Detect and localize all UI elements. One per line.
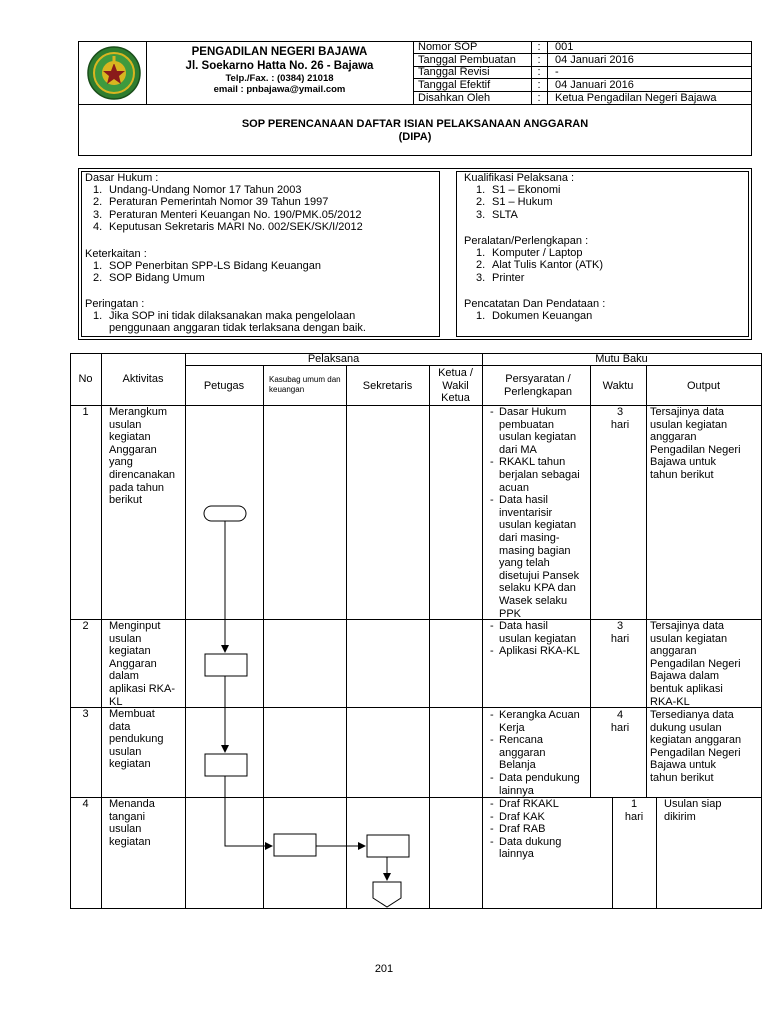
requirements-list: - Data hasil usulan kegiatan - Aplikasi RKA-KL bbox=[490, 620, 580, 658]
list-item: 1. Komputer / Laptop bbox=[476, 247, 583, 259]
duration-text: 3 hari bbox=[610, 406, 630, 431]
activity-text: Merangkum usulan kegiatan Anggaran yang direncanakan pada tahun berikut bbox=[109, 406, 176, 507]
duration-text: 4 hari bbox=[610, 709, 630, 734]
column-header-output: Output bbox=[686, 380, 721, 392]
row-number: 4 bbox=[82, 798, 89, 810]
list-item: 2. SOP Bidang Umum bbox=[93, 272, 205, 285]
meta-value-efektif: 04 Januari 2016 bbox=[555, 79, 634, 91]
org-name: PENGADILAN NEGERI BAJAWA bbox=[191, 46, 368, 58]
list-item: 3. Printer bbox=[476, 271, 525, 284]
list-item: 1. Dokumen Keuangan bbox=[476, 310, 593, 322]
output-text: Tersedianya data dukung usulan kegiatan anggaran Pengadilan Negeri Bajawa untuk tahun berikut bbox=[650, 709, 742, 784]
column-header-no: No bbox=[78, 373, 93, 385]
meta-value-disahkan: Ketua Pengadilan Negeri Bajawa bbox=[555, 92, 717, 104]
column-header-ketua: Ketua / Wakil Ketua bbox=[438, 367, 473, 405]
activity-text: Menanda tangani usulan kegiatan bbox=[109, 798, 155, 848]
list-item: 1. S1 – Ekonomi bbox=[476, 184, 561, 196]
duration-text: 1 hari bbox=[624, 798, 644, 823]
column-header-aktivitas: Aktivitas bbox=[122, 373, 164, 385]
column-header-sekretaris: Sekretaris bbox=[362, 380, 413, 392]
output-text: Usulan siap dikirim bbox=[664, 798, 722, 823]
list-item: 2. S1 – Hukum bbox=[476, 196, 553, 209]
page-number: 201 bbox=[374, 963, 394, 975]
meta-colon: : bbox=[537, 66, 541, 78]
org-address: Jl. Soekarno Hatta No. 26 - Bajawa bbox=[185, 60, 374, 72]
column-header-kasubag: Kasubag umum dan keuangan bbox=[269, 375, 341, 394]
column-header-waktu: Waktu bbox=[602, 380, 634, 392]
column-header-pelaksana: Pelaksana bbox=[307, 353, 360, 365]
row-number: 3 bbox=[82, 708, 89, 720]
meta-value-nomor: 001 bbox=[555, 41, 574, 53]
meta-label-efektif: Tanggal Efektif bbox=[418, 79, 491, 91]
keterkaitan-heading: Keterkaitan : bbox=[85, 248, 147, 260]
activity-text: Membuat data pendukung usulan kegiatan bbox=[109, 708, 164, 771]
list-item: penggunaan anggaran tidak terlaksana dengan baik. bbox=[109, 322, 366, 335]
meta-label-pembuatan: Tanggal Pembuatan bbox=[418, 54, 516, 66]
meta-colon: : bbox=[537, 92, 541, 104]
list-item: 4. Keputusan Sekretaris MARI No. 002/SEK/SK/I/2012 bbox=[93, 220, 363, 233]
output-text: Tersajinya data usulan kegiatan anggaran Pengadilan Negeri Bajawa untuk tahun berikut bbox=[650, 406, 741, 481]
meta-colon: : bbox=[537, 79, 541, 91]
start-terminator bbox=[204, 506, 246, 521]
meta-colon: : bbox=[537, 41, 541, 53]
process-box-data bbox=[205, 754, 247, 776]
requirements-list: - Dasar Hukum pembuatan usulan kegiatan dari MA - RKAKL tahun berjalan sebagai acuan - Data hasil inventarisir usulan kegiatan dari masing- masing bagian yang telah disetujui Pansek selaku KPA dan Wasek selaku PPK bbox=[490, 406, 580, 620]
list-item: 3. SLTA bbox=[476, 208, 518, 221]
offpage-connector bbox=[373, 882, 401, 907]
meta-label-disahkan: Disahkan Oleh bbox=[418, 92, 491, 104]
row-number: 2 bbox=[82, 620, 89, 632]
row-number: 1 bbox=[82, 406, 89, 418]
duration-text: 3 hari bbox=[610, 620, 630, 645]
output-text: Tersajinya data usulan kegiatan anggaran Pengadilan Negeri Bajawa dalam bentuk aplikasi RKA-KL bbox=[650, 620, 741, 708]
process-box-review bbox=[274, 834, 316, 856]
peralatan-heading: Peralatan/Perlengkapan : bbox=[464, 235, 589, 247]
list-item: 2. Alat Tulis Kantor (ATK) bbox=[476, 259, 604, 272]
meta-value-revisi: - bbox=[555, 66, 559, 78]
kualifikasi-heading: Kualifikasi Pelaksana : bbox=[464, 172, 575, 184]
document-subtitle: (DIPA) bbox=[398, 131, 432, 143]
list-item: 1. Undang-Undang Nomor 17 Tahun 2003 bbox=[93, 184, 302, 196]
dasar-hukum-heading: Dasar Hukum : bbox=[85, 172, 159, 184]
list-item: 2. Peraturan Pemerintah Nomor 39 Tahun 1997 bbox=[93, 196, 329, 209]
process-box-input bbox=[205, 654, 247, 676]
activity-text: Menginput usulan kegiatan Anggaran dalam aplikasi RKA- KL bbox=[109, 620, 176, 708]
peringatan-heading: Peringatan : bbox=[85, 298, 145, 310]
org-email: email : pnbajawa@ymail.com bbox=[213, 84, 346, 95]
meta-label-nomor: Nomor SOP bbox=[418, 41, 478, 53]
requirements-list: - Kerangka Acuan Kerja - Rencana anggaran Belanja - Data pendukung lainnya bbox=[490, 709, 580, 797]
list-item: 1. SOP Penerbitan SPP-LS Bidang Keuangan bbox=[93, 260, 322, 272]
process-box-sign bbox=[367, 835, 409, 857]
meta-value-pembuatan: 04 Januari 2016 bbox=[555, 54, 634, 66]
column-header-petugas: Petugas bbox=[203, 380, 245, 392]
column-header-persyaratan: Persyaratan / Perlengkapan bbox=[504, 373, 572, 398]
org-phone: Telp./Fax. : (0384) 21018 bbox=[225, 73, 334, 84]
document-title: SOP PERENCANAAN DAFTAR ISIAN PELAKSANAAN ANGGARAN bbox=[241, 118, 589, 130]
pencatatan-heading: Pencatatan Dan Pendataan : bbox=[464, 298, 606, 310]
list-item: 3. Peraturan Menteri Keuangan No. 190/PMK.05/2012 bbox=[93, 208, 362, 221]
column-header-mutu-baku: Mutu Baku bbox=[595, 353, 648, 365]
meta-label-revisi: Tanggal Revisi bbox=[418, 66, 490, 78]
list-item: 1. Jika SOP ini tidak dilaksanakan maka pengelolaan bbox=[93, 310, 356, 322]
meta-colon: : bbox=[537, 54, 541, 66]
requirements-list: - Draf RKAKL - Draf KAK - Draf RAB - Data dukung lainnya bbox=[490, 798, 562, 861]
